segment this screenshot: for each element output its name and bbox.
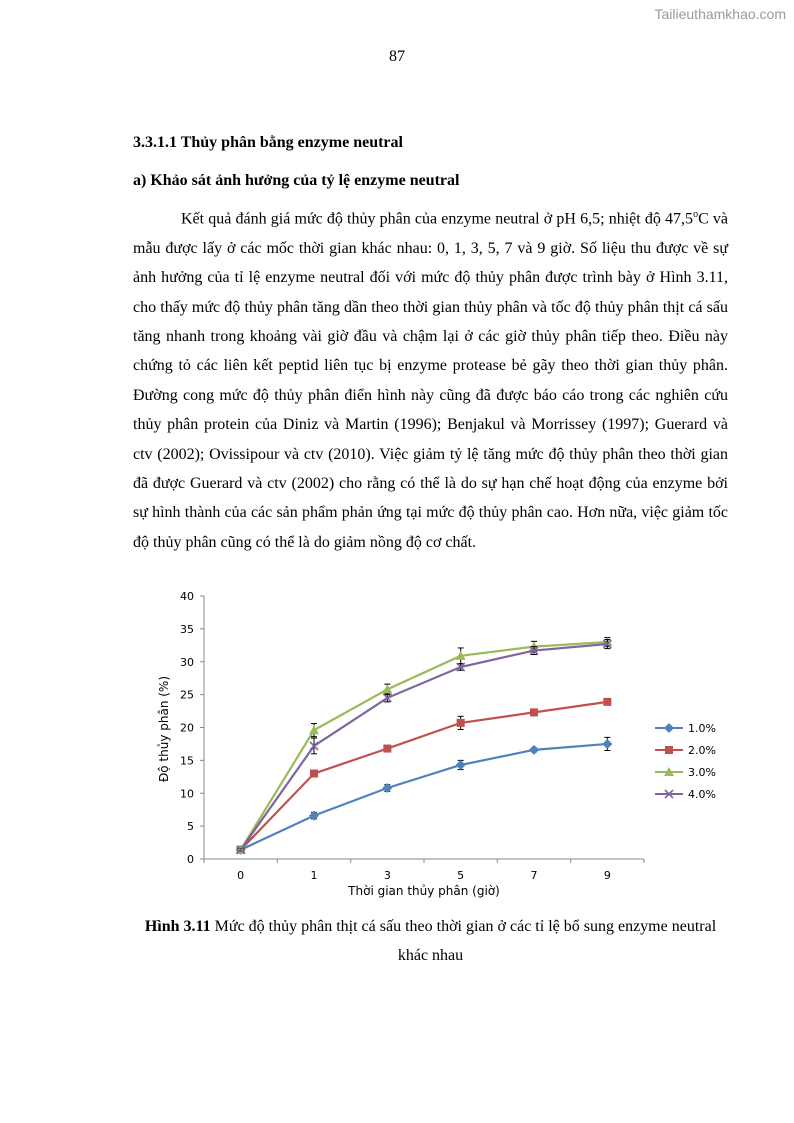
legend-marker xyxy=(665,746,673,754)
x-tick-label: 9 xyxy=(603,869,611,882)
x-axis-label: Thời gian thủy phân (giờ) xyxy=(348,884,500,898)
caption-label: Hình 3.11 xyxy=(144,918,211,935)
y-tick-label: 15 xyxy=(180,754,194,768)
data-point xyxy=(603,698,611,706)
series-line xyxy=(241,644,608,850)
legend-label: 2.0% xyxy=(688,744,716,757)
y-tick-label: 5 xyxy=(187,820,194,834)
legend-marker xyxy=(664,723,674,733)
x-tick-label: 0 xyxy=(237,869,245,882)
legend-item xyxy=(655,766,716,779)
x-tick-label: 7 xyxy=(530,869,538,882)
data-point xyxy=(310,770,318,778)
y-tick-label: 10 xyxy=(180,787,194,801)
body-paragraph xyxy=(133,200,728,557)
y-tick-label: 0 xyxy=(187,853,194,866)
figure-caption xyxy=(133,912,728,970)
series-line xyxy=(241,642,608,850)
data-point xyxy=(529,745,539,755)
watermark: Tailieuthamkhao.com xyxy=(654,6,786,22)
data-point xyxy=(457,719,465,727)
data-point xyxy=(309,811,319,821)
y-tick-label: 35 xyxy=(180,622,194,636)
y-tick-label: 20 xyxy=(180,721,194,735)
legend-item xyxy=(655,788,716,801)
data-point xyxy=(383,745,391,753)
legend-item xyxy=(655,722,716,735)
legend-label: 3.0% xyxy=(688,766,716,779)
hydrolysis-chart xyxy=(150,586,740,906)
paragraph-part1: Kết quả đánh giá mức độ thủy phân của enzyme neutral ở pH 6,5; nhiệt độ 47,5 xyxy=(181,210,694,228)
data-point xyxy=(602,739,612,749)
x-tick-label: 1 xyxy=(310,869,318,882)
x-tick-label: 3 xyxy=(383,869,391,882)
legend-label: 1.0% xyxy=(688,722,716,735)
legend-label: 4.0% xyxy=(688,788,716,801)
y-tick-label: 30 xyxy=(180,655,194,669)
section-heading: 3.3.1.1 Thủy phân bằng enzyme neutral xyxy=(133,134,403,151)
subsection-heading: a) Khảo sát ảnh hưởng của tỷ lệ enzyme neutral xyxy=(133,172,460,189)
y-axis-label: Độ thủy phân (%) xyxy=(157,675,171,783)
chart-legend xyxy=(655,722,716,801)
y-tick-label: 25 xyxy=(180,688,194,702)
x-tick-label: 5 xyxy=(457,869,465,882)
page-number: 87 xyxy=(389,48,405,65)
data-point xyxy=(530,708,538,716)
chart-series xyxy=(236,637,613,855)
caption-text: Mức độ thủy phân thịt cá sấu theo thời gian ở các tỉ lệ bổ sung enzyme neutral khác nhau xyxy=(210,918,717,964)
legend-item xyxy=(655,744,716,757)
data-point xyxy=(309,725,319,734)
chart-svg xyxy=(150,586,740,906)
y-tick-label: 40 xyxy=(180,590,194,603)
data-point xyxy=(382,783,392,793)
paragraph-part2: C và mẫu được lấy ở các mốc thời gian khác nhau: 0, 1, 3, 5, 7 và 9 giờ. Số liệu thu được về sự ảnh hưởng của tỉ lệ enzyme neutral đối với mức độ thủy phân được trình bày ở Hình 3.11, cho thấy mức độ thủy phân tăng dần theo thời gian thủy phân và tốc độ thủy phân thịt cá sấu tăng nhanh trong khoảng vài giờ đầu và chậm lại ở các giờ thủy phân tiếp theo. Điều này chứng tỏ các liên kết peptid liên tục bị enzyme protease bẻ gãy theo thời gian thủy phân. Đường cong mức độ thủy phân điển hình này cũng đã được báo cáo trong các nghiên cứu thủy phân protein của Diniz và Martin (1996); Benjakul và Morrissey (1997); Guerard và ctv (2002); Ovissipour và ctv (2010). Việc giảm tỷ lệ tăng mức độ thủy phân theo thời gian đã được Guerard và ctv (2002) cho rằng có thể là do sự hạn chế hoạt động của enzyme bởi sự hình thành của các sản phẩm phản ứng tại mức độ thủy phân cao. Hơn nữa, việc giảm tốc độ thủy phân cũng có thể là do giảm nồng độ cơ chất. xyxy=(133,210,728,551)
series-3.0% xyxy=(236,637,613,854)
data-point xyxy=(456,760,466,770)
degree-superscript: o xyxy=(693,209,699,220)
